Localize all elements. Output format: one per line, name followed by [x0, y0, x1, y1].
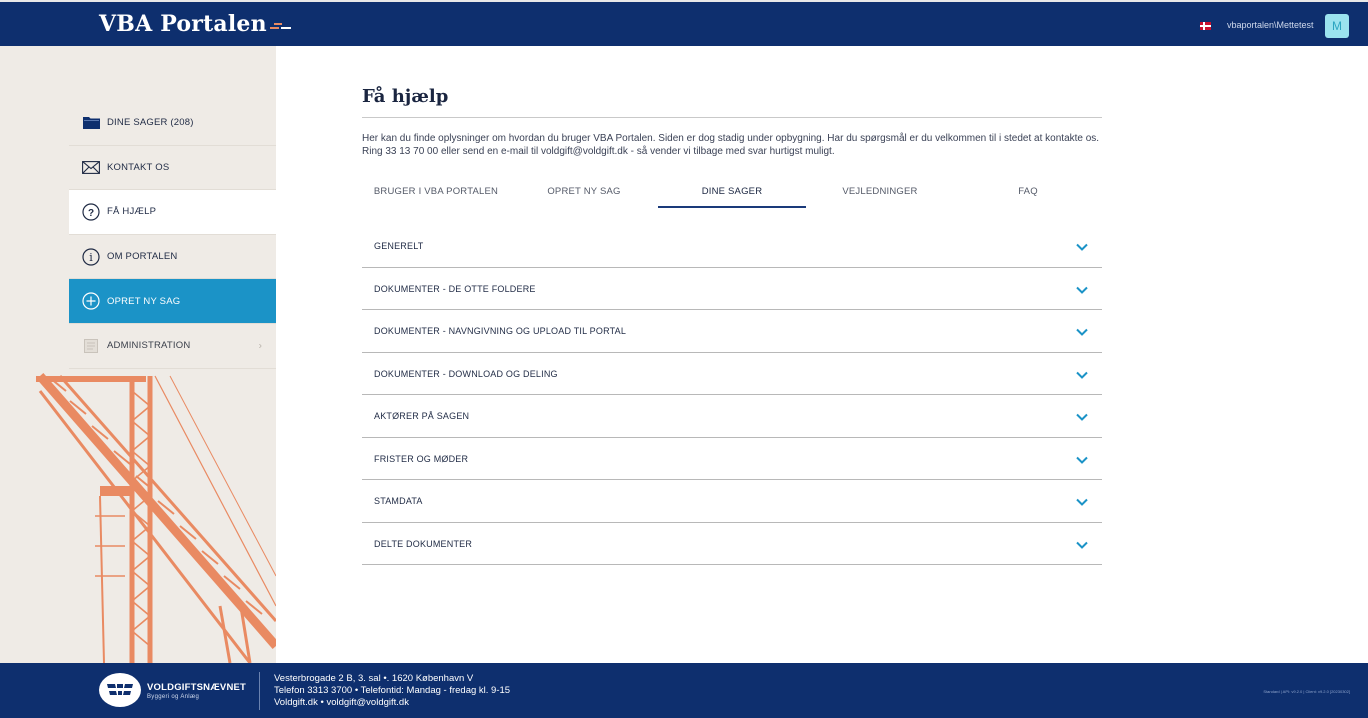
info-icon: [82, 248, 100, 266]
accordion-item-stamdata[interactable]: [362, 480, 1102, 523]
tab-dine-sager[interactable]: DINE SAGER: [658, 186, 806, 208]
chevron-down-icon: [1076, 328, 1088, 336]
avatar[interactable]: M: [1325, 14, 1349, 38]
sidebar-nav: [69, 101, 276, 369]
help-tabs: [362, 186, 1102, 208]
chevron-down-icon: [1076, 541, 1088, 549]
tab-faq[interactable]: FAQ: [1018, 186, 1038, 197]
accordion-label: STAMDATA: [374, 496, 423, 506]
sidebar-item-dine-sager[interactable]: [69, 101, 276, 146]
sidebar-item-label: DINE SAGER (208): [107, 117, 194, 129]
chevron-down-icon: [1076, 286, 1088, 294]
sidebar-item-administration[interactable]: [69, 324, 276, 369]
chevron-down-icon: [1076, 243, 1088, 251]
footer-address: [274, 673, 510, 709]
sidebar-item-faa-hjaelp[interactable]: [69, 190, 276, 235]
chevron-down-icon: [1076, 371, 1088, 379]
accordion: [362, 225, 1102, 565]
sidebar-item-om-portalen[interactable]: [69, 235, 276, 280]
accordion-label: FRISTER OG MØDER: [374, 453, 469, 464]
accordion-label: DOKUMENTER - NAVNGIVNING OG UPLOAD TIL PORTAL: [374, 326, 627, 336]
footer-contact-line[interactable]: Voldgift.dk • voldgift@voldgift.dk: [274, 697, 409, 708]
accordion-item-aktoerer[interactable]: [362, 395, 1102, 438]
chevron-down-icon: [1076, 456, 1088, 464]
title-divider: [362, 117, 1102, 118]
username[interactable]: vbaportalen\Mettetest: [1227, 20, 1314, 30]
footer-phone-line: Telefon 3313 3700 • Telefontid: Mandag - fredag kl. 9-15: [274, 685, 511, 696]
footer-address-line: Vesterbrogade 2 B, 3. sal •. 1620 København V: [274, 673, 474, 684]
accordion-label: DOKUMENTER - DOWNLOAD OG DELING: [374, 368, 558, 379]
accordion-label: GENERELT: [374, 241, 424, 251]
app-title: VBA Portalen: [99, 11, 267, 37]
tab-opret-ny-sag[interactable]: OPRET NY SAG: [547, 186, 621, 197]
svg-text:?: ?: [87, 207, 95, 219]
sidebar: [0, 46, 276, 663]
footer-divider: [259, 672, 260, 710]
accordion-item-delte-dokumenter[interactable]: [362, 523, 1102, 566]
sidebar-item-kontakt-os[interactable]: [69, 146, 276, 191]
danish-flag-icon[interactable]: [1200, 22, 1211, 30]
plus-circle-icon: [82, 292, 100, 310]
question-icon: [82, 203, 100, 221]
accordion-label: DOKUMENTER - DE OTTE FOLDERE: [374, 283, 536, 294]
footer: [0, 663, 1368, 718]
version-info: Standard | API: v9.2.0 | Client: v9.2.0 [20230302]: [1263, 689, 1350, 694]
voldgiftsnaevnet-logo-icon[interactable]: [99, 673, 141, 707]
sidebar-item-opret-ny-sag[interactable]: [69, 279, 276, 324]
top-bar: [0, 0, 1368, 46]
sidebar-item-label: FÅ HJÆLP: [107, 206, 157, 218]
accordion-item-dokumenter-navngivning[interactable]: [362, 310, 1102, 353]
sidebar-item-label: KONTAKT OS: [107, 161, 170, 173]
footer-brand-sub: Byggeri og Anlæg: [147, 694, 200, 700]
logo-mark-icon: [270, 20, 292, 32]
document-icon: [82, 337, 100, 355]
chevron-down-icon: [1076, 498, 1088, 506]
tab-bruger-i-vba-portalen[interactable]: BRUGER I VBA PORTALEN: [373, 186, 499, 197]
intro-text: Her kan du finde oplysninger om hvordan du bruger VBA Portalen. Siden er dog stadig under opbygning. Har du spørgsmål er du velkommen til i stedet at kontakte os. Ring 33 13 70 00 eller send en e-mail til voldgift@voldgift.dk - så vender vi tilbage med svar hurtigst muligt.: [362, 133, 1100, 157]
tab-vejledninger[interactable]: VEJLEDNINGER: [842, 186, 918, 197]
app-logo[interactable]: [99, 11, 292, 37]
folder-icon: [82, 114, 100, 132]
accordion-label: AKTØRER PÅ SAGEN: [374, 411, 470, 421]
envelope-icon: [82, 158, 100, 176]
sidebar-item-label: OM PORTALEN: [107, 251, 178, 263]
chevron-right-icon: ›: [258, 340, 262, 352]
footer-brand: VOLDGIFTSNÆVNET: [147, 682, 247, 693]
accordion-item-frister-og-moeder[interactable]: [362, 438, 1102, 481]
page-title: Få hjælp: [362, 86, 449, 107]
sidebar-item-label: ADMINISTRATION: [107, 340, 191, 352]
accordion-item-generelt[interactable]: [362, 225, 1102, 268]
accordion-item-dokumenter-otte-foldere[interactable]: [362, 268, 1102, 311]
accordion-item-dokumenter-download[interactable]: [362, 353, 1102, 396]
sidebar-item-label: OPRET NY SAG: [107, 295, 181, 307]
accordion-label: DELTE DOKUMENTER: [374, 538, 473, 549]
chevron-down-icon: [1076, 413, 1088, 421]
svg-text:i: i: [89, 250, 93, 264]
